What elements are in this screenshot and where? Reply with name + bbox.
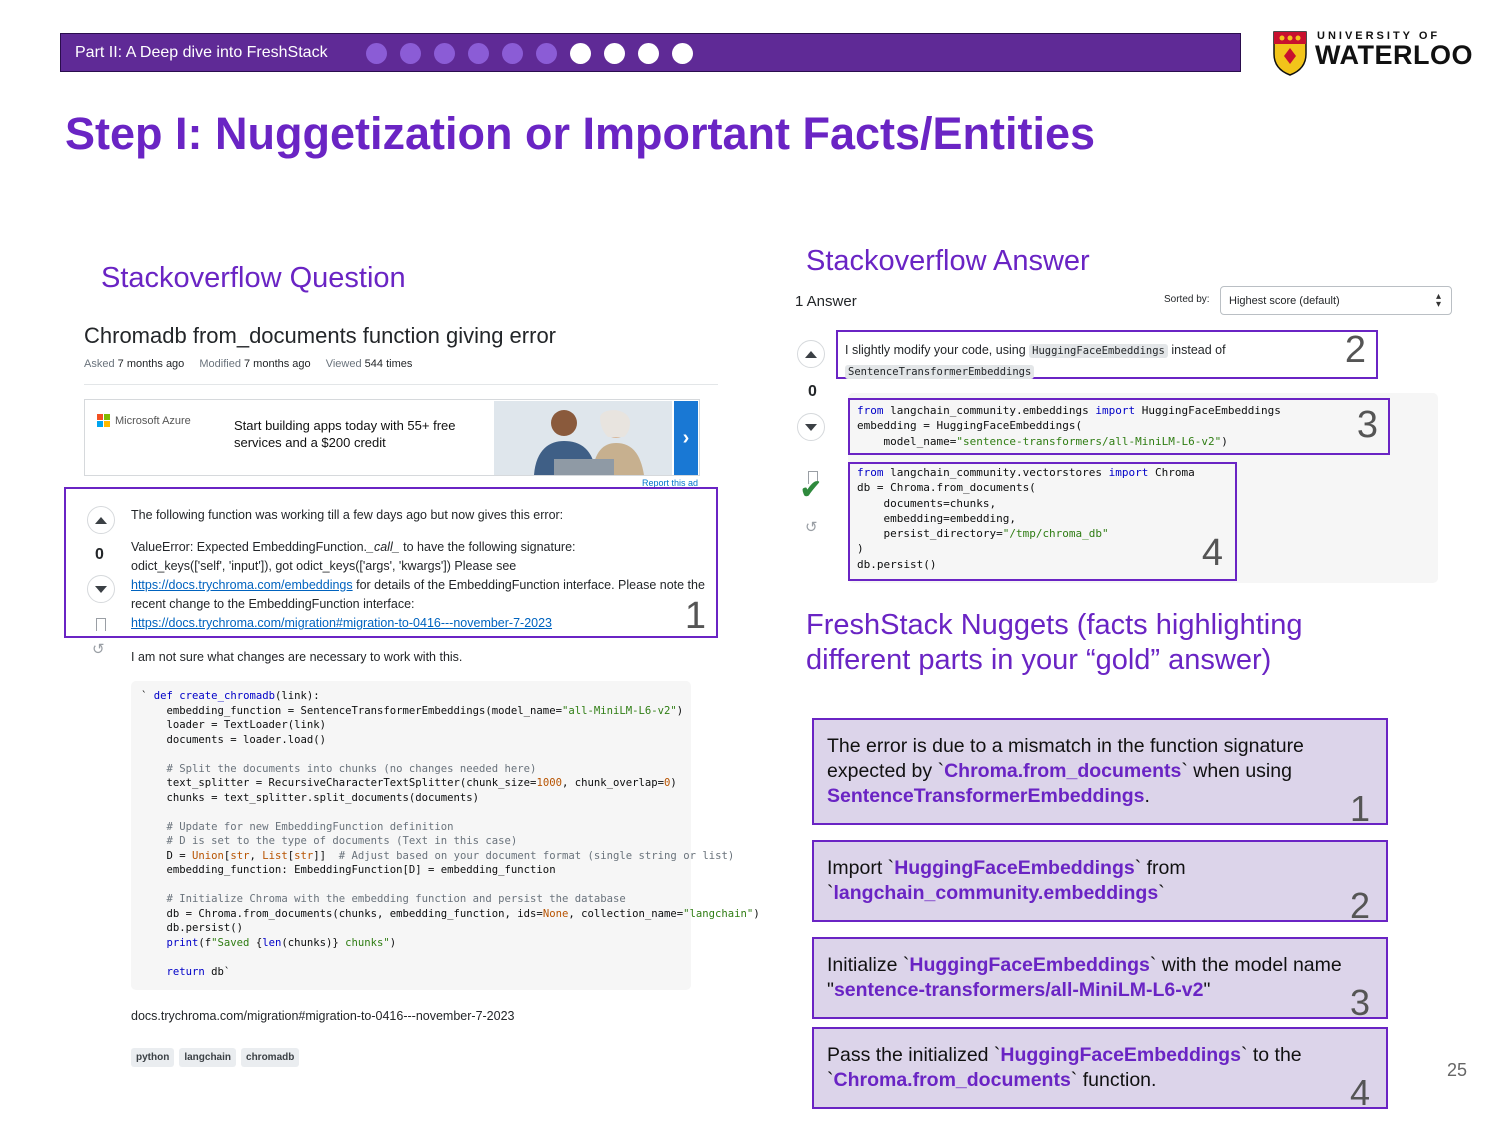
university-logo [1270, 28, 1473, 78]
progress-dot-done [366, 43, 387, 64]
answer-upvote-button[interactable] [797, 340, 825, 368]
question-code-block: ` def create_chromadb(link): embedding_function = SentenceTransformerEmbeddings(model_name="all-MiniLM-L6-v2") loader = TextLoader(link) documents = loader.load() # Split the documents into chunks (no changes needed here) text_splitter = RecursiveCharacterTextSplitter(chunk_size=1000, chunk_overlap=0) chunks = text_splitter.split_documents(documents) # Update for new EmbeddingFunction definition # D is set to the type of documents (Text in this case) D = Union[str, List[str]] # Adjust based on your document format (single string or list) embedding_function: EmbeddingFunction[D] = embedding_function # Initialize Chroma with the embedding function and persist the database db = Chroma.from_documents(chunks, embedding_function, ids=None, collection_name="langchain") db.persist() print(f"Saved {len(chunks)} chunks") return db` [131, 681, 691, 990]
slide-title: Step I: Nuggetization or Important Facts/Entities [65, 108, 1096, 159]
arrow-down-icon [805, 424, 817, 431]
report-ad-link[interactable]: Report this ad [642, 478, 699, 488]
nugget-number-4: 4 [1349, 1072, 1370, 1113]
accepted-check-icon: ✔ [800, 474, 822, 504]
nugget-number-3: 3 [1349, 982, 1370, 1023]
nugget-number-1: 1 [1349, 788, 1370, 829]
question-title[interactable]: Chromadb from_documents function giving error [84, 323, 557, 348]
question-score: 0 [95, 546, 104, 563]
question-heading: Stackoverflow Question [101, 262, 406, 294]
tag-python[interactable]: python [131, 1048, 174, 1067]
progress-dot-todo [672, 43, 693, 64]
logo-line2: WATERLOO [1315, 40, 1473, 70]
nugget-card-1: The error is due to a mismatch in the function signature expected by `Chroma.from_documents` when using SentenceTransformerEmbeddings. 1 [812, 718, 1388, 825]
tag-chromadb[interactable]: chromadb [241, 1048, 299, 1067]
nugget-card-2: Import `HuggingFaceEmbeddings` from `langchain_community.embeddings` 2 [812, 840, 1388, 922]
nugget-number-2: 2 [1349, 885, 1370, 926]
page-number: 25 [1447, 1060, 1468, 1080]
progress-dot-done [434, 43, 455, 64]
tag-langchain[interactable]: langchain [179, 1048, 236, 1067]
ad-text: Start building apps today with 55+ free services and a $200 credit [234, 418, 456, 450]
answer-count: 1 Answer [795, 293, 857, 310]
arrow-up-icon [805, 351, 817, 358]
progress-dots [366, 43, 693, 64]
box-number-1: 1 [684, 595, 706, 637]
question-body: The following function was working till a few days ago but now gives this error: ValueError: Expected EmbeddingFunction._call_ to have the following signature: odict_keys(['self', 'input']), got odict_keys(['args', 'kwargs']) Please see https://docs.trychroma.com/embeddings for details of the EmbeddingFunction interface. Please note the recent change to the EmbeddingFunction interface: https://docs.trychroma.com/migration#migration-to-0416---november-7-2023 [131, 508, 705, 630]
divider [84, 384, 718, 385]
chevron-updown-icon: ▴ ▾ [1435, 291, 1441, 310]
question-upvote-button[interactable] [87, 506, 115, 534]
arrow-down-icon [95, 586, 107, 593]
microsoft-logo-icon [97, 414, 111, 428]
sorted-by-label: Sorted by: [1164, 294, 1210, 305]
progress-dot-done [502, 43, 523, 64]
migration-docs-link[interactable]: https://docs.trychroma.com/migration#migration-to-0416---november-7-2023 [131, 616, 553, 630]
progress-dot-todo [570, 43, 591, 64]
history-icon[interactable]: ↺ [92, 641, 105, 658]
box-number-2: 2 [1344, 329, 1366, 371]
migration-doc-text: docs.trychroma.com/migration#migration-to-0416---november-7-2023 [131, 1009, 515, 1023]
section-header-bar [60, 33, 1241, 72]
progress-dot-done [400, 43, 421, 64]
answer-downvote-button[interactable] [797, 413, 825, 441]
tag-list [131, 1048, 299, 1067]
part-label: Part II: A Deep dive into FreshStack [75, 44, 328, 61]
ad-brand: Microsoft Azure [97, 414, 191, 428]
box-number-4: 4 [1201, 532, 1223, 574]
question-followup: I am not sure what changes are necessary to work with this. [131, 650, 463, 664]
progress-dot-todo [604, 43, 625, 64]
question-meta: Asked 7 months ago Modified 7 months ago Viewed 544 times [84, 358, 413, 370]
answer-code-chroma: from langchain_community.vectorstores import Chroma db = Chroma.from_documents( documents=chunks, embedding=embedding, persist_directory="/tmp/chroma_db" ) db.persist() [857, 466, 1195, 571]
nugget-card-4: Pass the initialized `HuggingFaceEmbeddings` to the `Chroma.from_documents` function. 4 [812, 1027, 1388, 1109]
answer-heading: Stackoverflow Answer [806, 245, 1090, 277]
bookmark-icon[interactable] [96, 618, 106, 631]
box-number-3: 3 [1356, 404, 1378, 446]
ad-photo [494, 401, 672, 475]
answer-intro-text: I slightly modify your code, using HuggingFaceEmbeddings instead of SentenceTransformerEmbeddings [845, 343, 1226, 378]
advertisement[interactable] [84, 399, 700, 476]
answer-code-import: from langchain_community.embeddings import HuggingFaceEmbeddings embedding = HuggingFaceEmbeddings( model_name="sentence-transformers/all-MiniLM-L6-v2") [857, 404, 1281, 448]
nuggets-heading: FreshStack Nuggets (facts highlighting different parts in your “gold” answer) [806, 609, 1303, 676]
ad-next-button[interactable]: › [674, 401, 698, 475]
crest-icon [1272, 30, 1308, 76]
question-downvote-button[interactable] [87, 575, 115, 603]
arrow-up-icon [95, 517, 107, 524]
progress-dot-done [536, 43, 557, 64]
history-icon[interactable]: ↺ [805, 519, 818, 536]
nugget-card-3: Initialize `HuggingFaceEmbeddings` with the model name "sentence-transformers/all-MiniLM-L6-v2" 3 [812, 937, 1388, 1019]
answer-score: 0 [808, 383, 817, 400]
sort-select[interactable]: Highest score (default) ▴ ▾ [1220, 286, 1452, 315]
progress-dot-done [468, 43, 489, 64]
logo-line1: UNIVERSITY OF [1317, 30, 1441, 42]
embeddings-docs-link[interactable]: https://docs.trychroma.com/embeddings [131, 578, 353, 592]
progress-dot-todo [638, 43, 659, 64]
